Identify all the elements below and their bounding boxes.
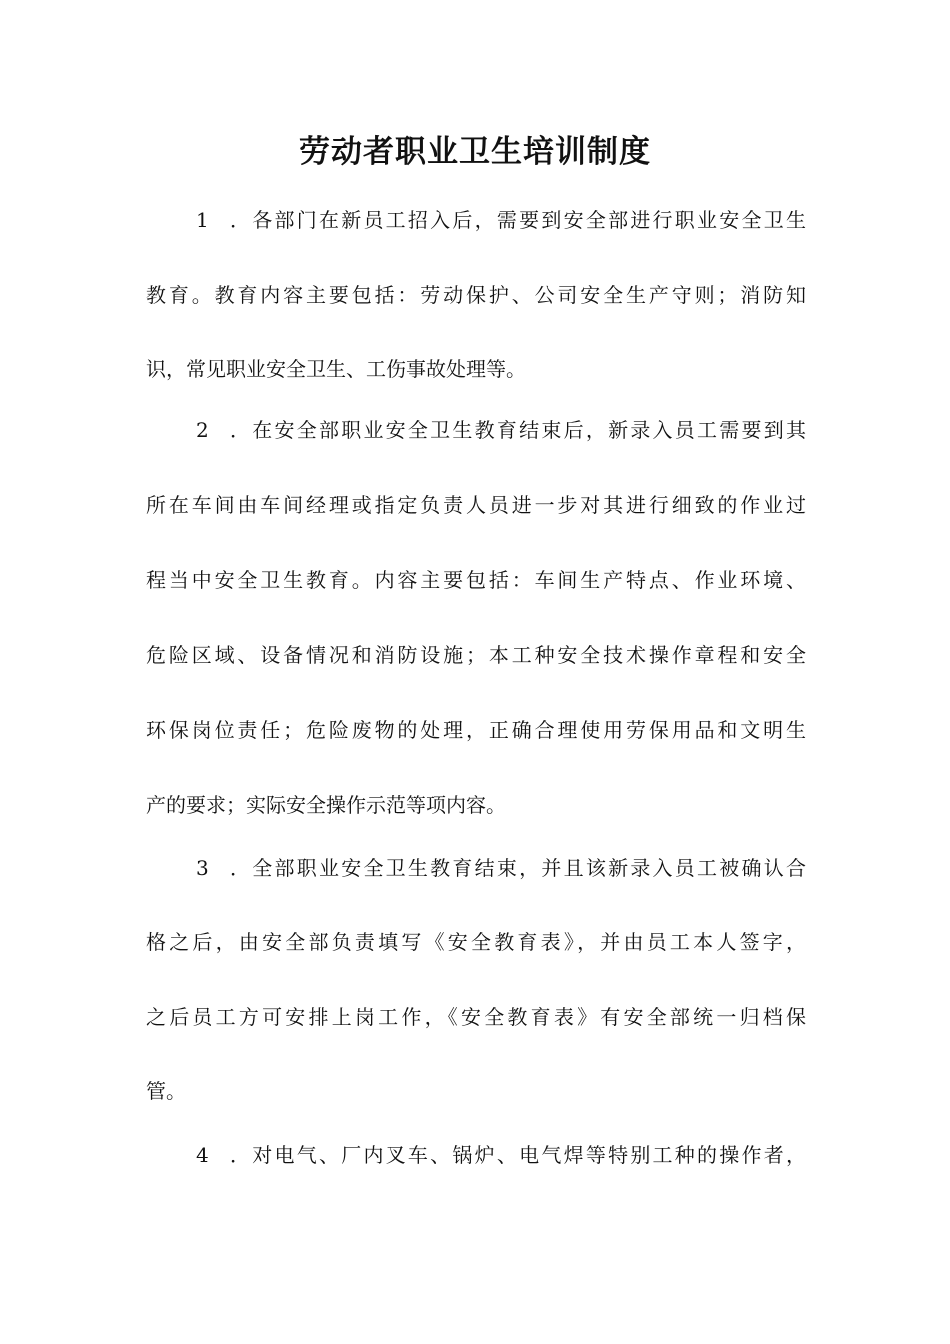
item-1-first-text: 各部门在新员工招入后，需要到安全部进行职业安全卫生 <box>250 208 806 232</box>
item-2-line: 程当中安全卫生教育。内容主要包括：车间生产特点、作业环境、 <box>146 568 806 592</box>
item-2-first-text: 在安全部职业安全卫生教育结束后，新录入员工需要到其 <box>250 418 806 442</box>
item-4-number: 4． <box>196 1143 250 1167</box>
item-1-line: 教育。教育内容主要包括：劳动保护、公司安全生产守则；消防知 <box>146 283 806 307</box>
item-3-line: 格之后，由安全部负责填写《安全教育表》，并由员工本人签字， <box>146 930 806 954</box>
item-3-number: 3． <box>196 856 250 880</box>
item-2-line: 产的要求；实际安全操作示范等项内容。 <box>146 793 506 817</box>
item-1-line: 识，常见职业安全卫生、工伤事故处理等。 <box>146 357 526 381</box>
item-4-first-line <box>196 1140 806 1170</box>
document-title: 劳动者职业卫生培训制度 <box>299 134 651 170</box>
item-3-line: 之后员工方可安排上岗工作，《安全教育表》有安全部统一归档保 <box>146 1005 806 1029</box>
item-2-line: 危险区域、设备情况和消防设施；本工种安全技术操作章程和安全 <box>146 643 806 667</box>
item-2-number: 2． <box>196 418 250 442</box>
item-2-first-line <box>196 415 806 445</box>
item-1-first-line <box>196 205 806 235</box>
item-4-first-text: 对电气、厂内叉车、锅炉、电气焊等特别工种的操作者， <box>250 1143 806 1167</box>
item-2-line: 所在车间由车间经理或指定负责人员进一步对其进行细致的作业过 <box>146 493 806 517</box>
item-3-first-text: 全部职业安全卫生教育结束，并且该新录入员工被确认合 <box>250 856 806 880</box>
item-3-first-line <box>196 853 806 883</box>
item-2-line: 环保岗位责任；危险废物的处理，正确合理使用劳保用品和文明生 <box>146 718 806 742</box>
item-1-number: 1． <box>196 208 250 232</box>
item-3-line: 管。 <box>146 1079 186 1103</box>
